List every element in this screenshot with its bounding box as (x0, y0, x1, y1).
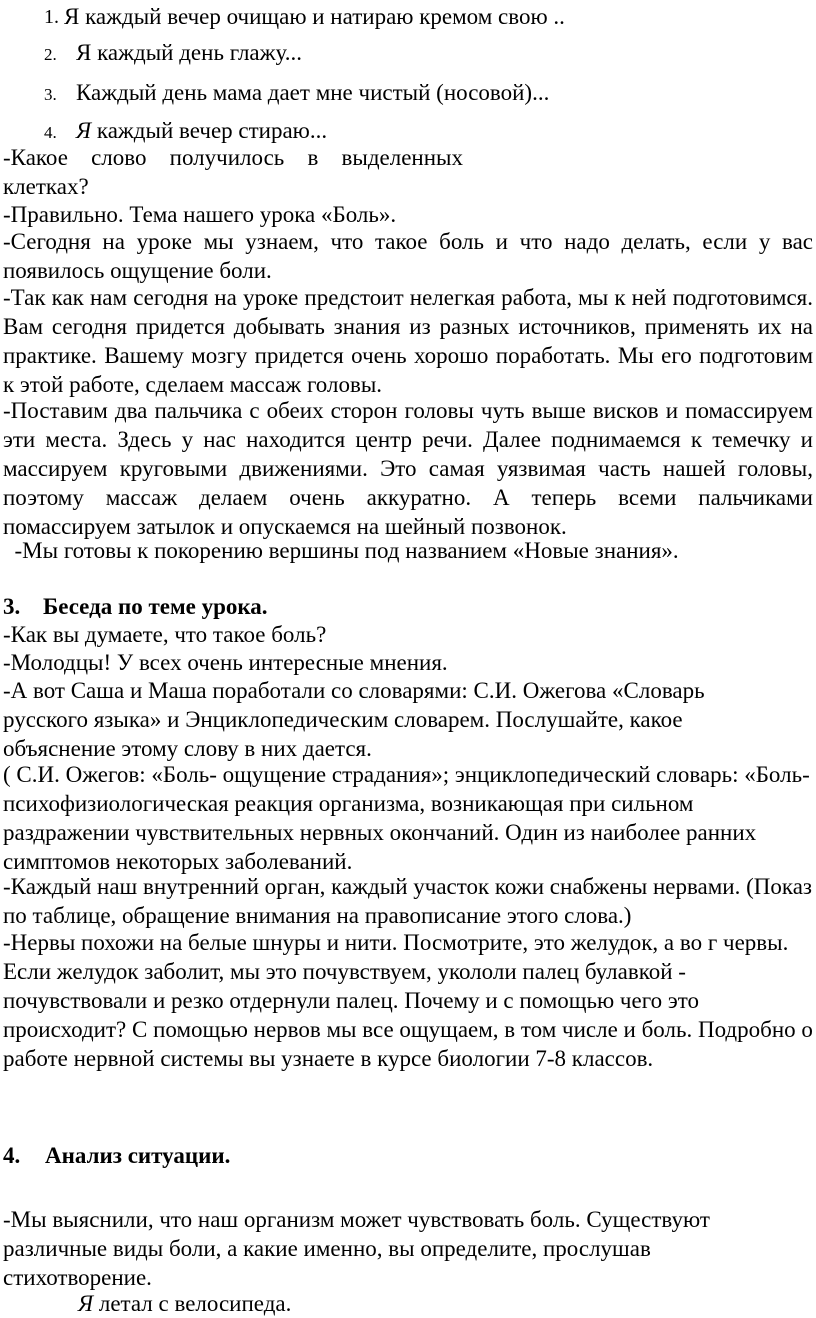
section-title: Беседа по теме урока. (43, 594, 268, 619)
section-number: 3. (3, 594, 21, 619)
paragraph-massage: -Поставим два пальчика с обеих сторон головы чуть выше висков и помассируем эти места. Здесь у нас находится центр речи. Далее поднимаемся к темечку и массируем круговыми движениями. Это самая уязвимая часть нашей головы, поэтому массаж делаем очень аккуратно. А теперь всеми пальчиками помассируем затылок и опускаемся на шейный позвонок. (3, 398, 813, 539)
section-title: Анализ ситуации. (45, 1143, 231, 1168)
paragraph-ready: -Мы готовы к покорению вершины под названием «Новые знания». (3, 538, 679, 563)
list-number: 1. (44, 6, 59, 28)
paragraph-question (3, 143, 463, 201)
list-text: Я каждый вечер очищаю и натираю кремом свою .. (64, 4, 565, 29)
section-number: 4. (3, 1143, 21, 1168)
paragraph-nerves1: -Каждый наш внутренний орган, каждый участок кожи снабжены нервами. (Показ по таблице, обращение внимания на правописание этого слова.) (3, 874, 813, 928)
paragraph-prepare: -Так как нам сегодня на уроке предстоит нелегкая работа, мы к ней подготовимся. Вам сегодня придется добывать знания из разных источников, применять их на практике. Вашему мозгу придется очень хорошо поработать. Мы его подготовим к этой работе, сделаем массаж головы. (3, 285, 813, 397)
paragraph-definition: ( С.И. Ожегов: «Боль- ощущение страдания»; энциклопедический словарь: «Боль- психофизиологическая реакция организма, возникающая при сильном раздражении чувствительных нервных окончаний. Один из наиболее ранних симптомов некоторых заболеваний. (3, 762, 810, 874)
list-text: Я каждый день глажу... (76, 40, 302, 65)
paragraph-dict: -А вот Саша и Маша поработали со словарями: С.И. Ожегова «Словарь русского языка» и Энциклопедическим словарем. Послушайте, какое объяснение этому слову в них дается. (3, 678, 705, 761)
list-text: Каждый день мама дает мне чистый (носовой)... (76, 80, 550, 105)
paragraph-today: -Сегодня на уроке мы узнаем, что такое боль и что надо делать, если у вас появилось ощущение боли. (3, 229, 813, 283)
paragraph-analysis: -Мы выяснили, что наш организм может чувствовать боль. Существуют различные виды боли, а какие именно, вы определите, прослушав стихотворение. (3, 1207, 710, 1290)
section-heading (3, 1141, 230, 1170)
italic-word: Я (78, 1291, 94, 1316)
list-number: 2. (44, 45, 57, 64)
list-number: 3. (44, 85, 57, 104)
paragraph-q1: -Как вы думаете, что такое боль? (3, 622, 327, 647)
paragraph-line: -Какое слово получилось в выделенных (3, 145, 463, 170)
paragraph-q2: -Молодцы! У всех очень интересные мнения. (3, 650, 448, 675)
list-number: 4. (44, 123, 57, 142)
paragraph-line: клетках? (3, 174, 89, 199)
italic-word: Я (76, 118, 92, 143)
poem-line: Я летал с велосипеда. (78, 1291, 292, 1316)
list-text: Я каждый вечер стираю... (76, 118, 328, 143)
section-heading (3, 592, 268, 621)
paragraph-topic: -Правильно. Тема нашего урока «Боль». (3, 202, 397, 227)
paragraph-nerves2: -Нервы похожи на белые шнуры и нити. Посмотрите, это желудок, а во г червы. Если желудок заболит, мы это почувствуем, укололи палец булавкой - почувствовали и резко отдернули палец. Почему и с помощью чего это происходит? С помощью нервов мы все ощущаем, в том числе и боль. Подробно о работе нервной системы вы узнаете в курсе биологии 7-8 классов. (3, 930, 813, 1071)
